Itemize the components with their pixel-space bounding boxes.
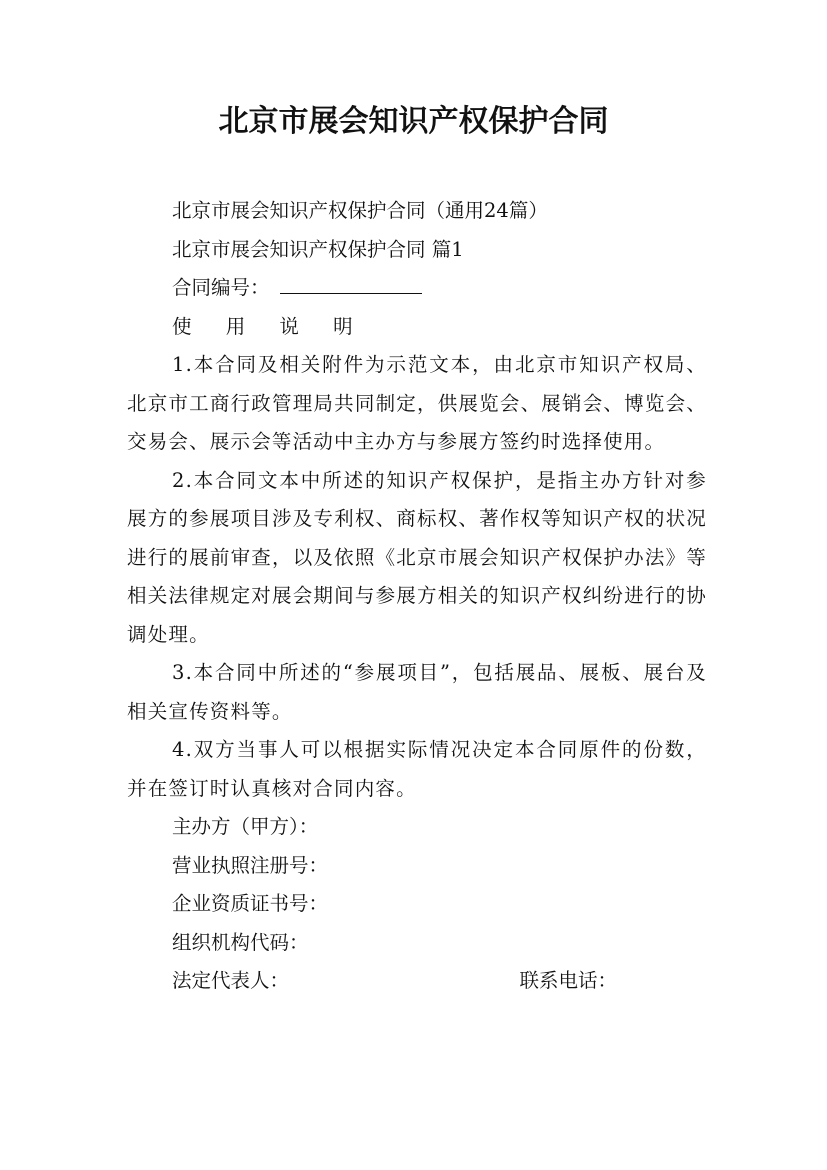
- chapter-heading: 北京市展会知识产权保护合同 篇1: [172, 237, 464, 261]
- legal-rep-phone-row: [127, 962, 707, 1001]
- instruction-paragraph-3: 3.本合同中所述的“参展项目”，包括展品、展板、展台及相关宣传资料等。: [127, 661, 707, 723]
- document-subtitle: 北京市展会知识产权保护合同（通用24篇）: [172, 199, 548, 222]
- contract-number-blank: [280, 271, 422, 294]
- phone-field: 联系电话：: [519, 969, 617, 992]
- document-title: 北京市展会知识产权保护合同: [218, 104, 609, 139]
- instruction-paragraph-2: 2.本合同文本中所述的知识产权保护，是指主办方针对参展方的参展项目涉及专利权、商标权、著作权等知识产权的状况进行的展前审查，以及依照《北京市展会知识产权保护办法》等相关法律规定对展会期间与参展方相关的知识产权纠纷进行的协调处理。: [127, 468, 707, 646]
- legal-representative-field: 法定代表人：: [172, 969, 290, 992]
- contract-number-row: [127, 269, 707, 308]
- contract-number-label: 合同编号：: [172, 276, 270, 299]
- instruction-paragraph-1: 1.本合同及相关附件为示范文本，由北京市知识产权局、北京市工商行政管理局共同制定，供展览会、展销会、博览会、交易会、展示会等活动中主办方与参展方签约时选择使用。: [127, 353, 707, 453]
- qualification-number-field: 企业资质证书号：: [172, 892, 329, 915]
- instructions-heading: 使 用 说 明: [172, 314, 367, 338]
- organizer-field: 主办方（甲方）：: [172, 815, 319, 838]
- organization-code-field: 组织机构代码：: [172, 930, 309, 954]
- instruction-paragraph-4: 4.双方当事人可以根据实际情况决定本合同原件的份数，并在签订时认真核对合同内容。: [127, 738, 707, 800]
- license-number-field: 营业执照注册号：: [172, 853, 329, 877]
- document-body: [127, 192, 707, 1001]
